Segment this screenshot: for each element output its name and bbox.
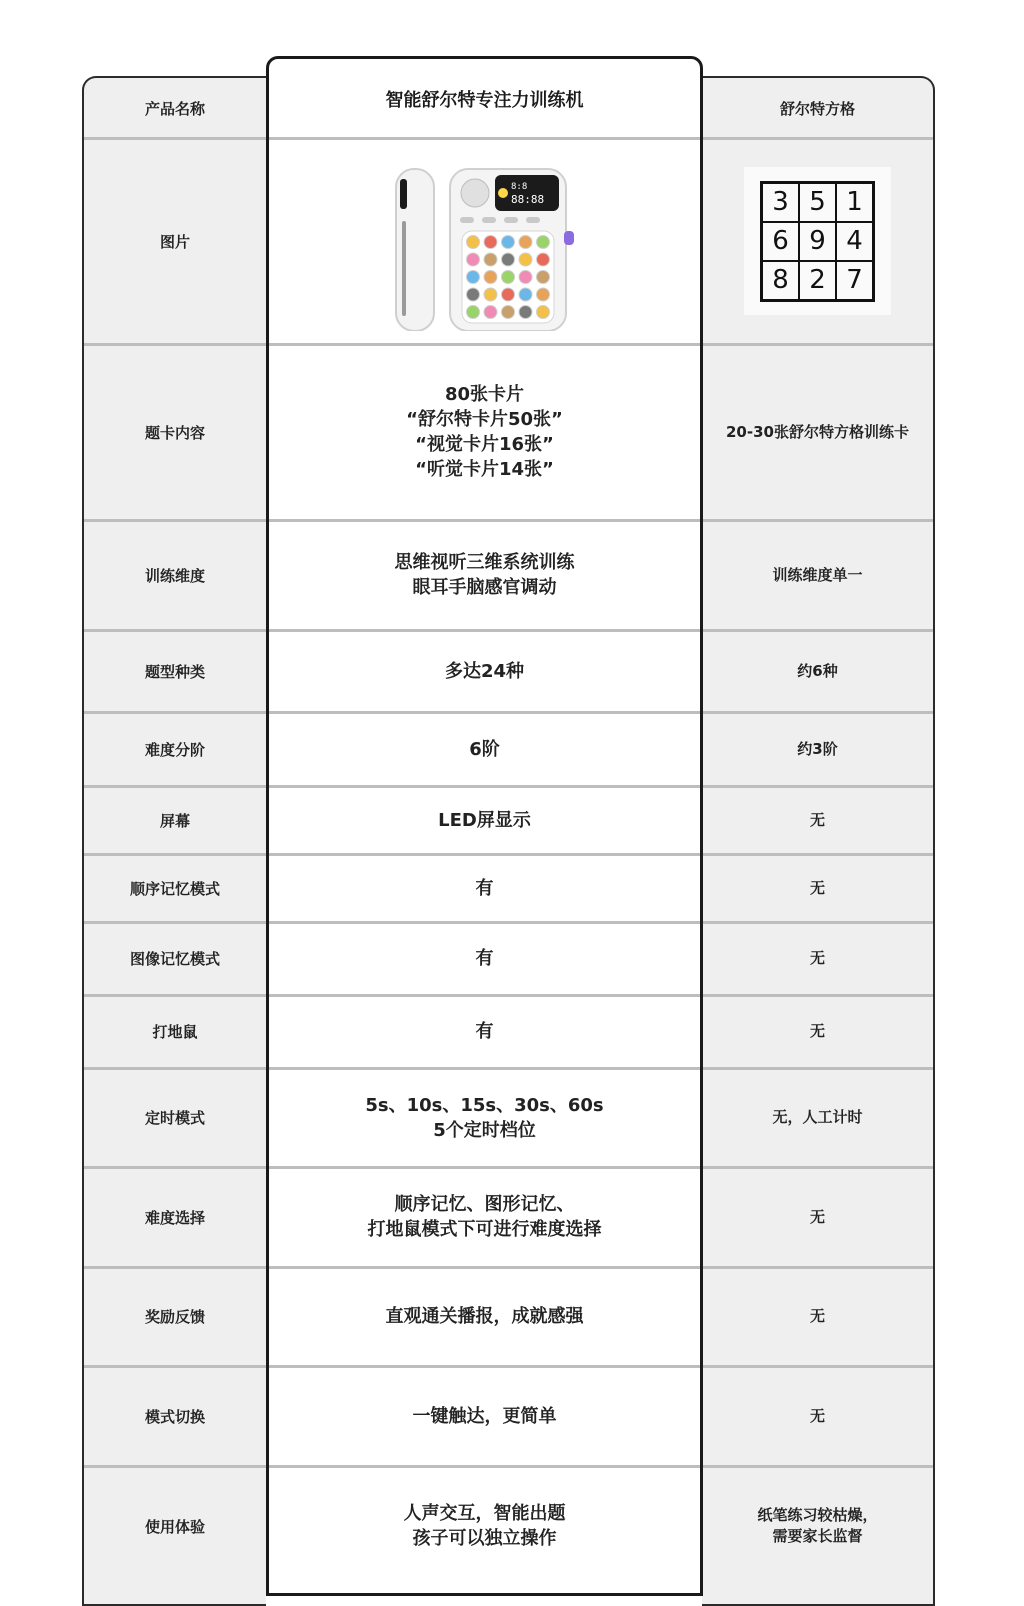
cell-line: 5个定时档位 (433, 1119, 536, 1141)
grid-number: 2 (799, 261, 836, 300)
competitor-image-cell (702, 138, 933, 344)
grid-number: 1 (836, 183, 873, 222)
row-product-cell (269, 1466, 700, 1586)
row-competitor-cell (702, 712, 933, 786)
key-button-icon (501, 271, 514, 284)
row-label-cell (84, 1068, 266, 1167)
key-button-icon (466, 306, 479, 319)
key-button-icon (466, 236, 479, 249)
key-button-icon (501, 236, 514, 249)
row-label: 屏幕 (159, 811, 190, 830)
key-button-icon (519, 253, 532, 266)
key-button-icon (466, 271, 479, 284)
row-label-cell (84, 344, 266, 520)
cell-text (476, 946, 494, 971)
cell-text (772, 565, 862, 586)
product-title: 智能舒尔特专注力训练机 (385, 89, 584, 111)
cell-text (445, 659, 524, 684)
grid-number: 4 (836, 222, 873, 261)
cell-line: 5s、10s、15s、30s、60s (365, 1094, 604, 1116)
cell-line: 20-30张舒尔特方格训练卡 (726, 422, 909, 441)
row-label-cell (84, 630, 266, 712)
grid-number: 6 (762, 222, 799, 261)
row-product-cell (269, 344, 700, 520)
row-competitor-cell (702, 1267, 933, 1366)
cell-line: 无 (809, 949, 825, 967)
key-button-icon (484, 236, 497, 249)
row-competitor-cell (702, 1167, 933, 1267)
row-label-cell (84, 922, 266, 995)
row-product-cell (269, 854, 700, 922)
key-button-icon (536, 306, 549, 319)
key-button-icon (484, 271, 497, 284)
product-column (266, 56, 703, 1596)
cell-line: 无，人工计时 (772, 1108, 863, 1126)
label-column (82, 76, 266, 1606)
cell-text (476, 876, 494, 901)
cell-text (404, 1501, 566, 1551)
cell-text (726, 422, 909, 443)
row-label: 打地鼠 (152, 1023, 198, 1041)
cell-text (810, 878, 825, 899)
row-product-cell (269, 1267, 700, 1366)
key-button-icon (519, 236, 532, 249)
cell-text (810, 1406, 825, 1427)
header-label-cell (84, 78, 266, 138)
cell-line: 纸笔练习较枯燥， (757, 1506, 878, 1524)
row-competitor-cell (702, 786, 933, 854)
cell-text (810, 1207, 825, 1228)
row-label-cell (84, 1167, 266, 1267)
cell-line: 6阶 (469, 738, 500, 760)
row-label: 难度分阶 (144, 740, 205, 759)
key-button-icon (484, 288, 497, 301)
cell-line: 有 (475, 948, 494, 969)
cell-text (365, 1093, 603, 1143)
cell-line: 无 (809, 1022, 825, 1040)
key-button-icon (484, 306, 497, 319)
key-button-icon (484, 253, 497, 266)
cell-line: 无 (809, 1207, 825, 1226)
row-product-cell (269, 520, 700, 630)
cell-line: 无 (809, 1307, 825, 1325)
cell-line: 有 (475, 1021, 494, 1042)
row-label-cell (84, 1466, 266, 1586)
image-label-cell (84, 138, 266, 344)
row-competitor-cell (702, 854, 933, 922)
cell-line: 直观通关播报，成就感强 (385, 1306, 584, 1327)
cell-line: 约3阶 (797, 739, 838, 758)
cell-line: 需要家长监督 (772, 1527, 863, 1545)
cell-text (797, 739, 837, 760)
key-button-icon (501, 288, 514, 301)
cell-text (810, 1021, 825, 1042)
row-competitor-cell (702, 630, 933, 712)
header-product-cell (269, 59, 700, 138)
row-product-cell (269, 630, 700, 712)
cell-line: “听觉卡片14张” (415, 459, 554, 480)
cell-text (438, 808, 531, 833)
row-label: 题型种类 (144, 662, 205, 681)
row-competitor-cell (702, 520, 933, 630)
cell-text (368, 1192, 602, 1242)
row-label-cell (84, 1267, 266, 1366)
competitor-column (702, 76, 935, 1606)
cell-line: 孩子可以独立操作 (412, 1528, 557, 1549)
row-competitor-cell (702, 995, 933, 1068)
key-button-icon (536, 236, 549, 249)
header-label: 产品名称 (144, 99, 205, 118)
row-label: 训练维度 (144, 566, 205, 585)
key-button-icon (536, 253, 549, 266)
product-device-icon (390, 151, 580, 331)
cell-line: 眼耳手脑感官调动 (412, 577, 557, 598)
key-button-icon (466, 253, 479, 266)
product-image-cell (269, 138, 700, 344)
schulte-grid (760, 181, 875, 302)
cell-text (810, 810, 825, 831)
row-competitor-cell (702, 1068, 933, 1167)
comparison-table (82, 56, 935, 1596)
grid-number: 7 (836, 261, 873, 300)
row-label: 图像记忆模式 (129, 950, 220, 968)
cell-text (476, 1019, 494, 1044)
cell-line: 思维视听三维系统训练 (394, 552, 575, 573)
cell-text (413, 1404, 557, 1429)
cell-line: 多达24种 (444, 660, 525, 682)
svg-text:8:8: 8:8 (510, 182, 527, 192)
cell-line: 顺序记忆、图形记忆、 (394, 1194, 575, 1215)
row-label-cell (84, 520, 266, 630)
row-label-cell (84, 786, 266, 854)
row-product-cell (269, 1068, 700, 1167)
row-label: 奖励反馈 (144, 1308, 205, 1326)
key-button-icon (466, 288, 479, 301)
key-button-icon (501, 253, 514, 266)
cell-line: 无 (809, 878, 825, 897)
image-label: 图片 (159, 232, 190, 251)
row-label: 题卡内容 (144, 423, 205, 442)
row-label: 顺序记忆模式 (129, 879, 220, 898)
row-product-cell (269, 712, 700, 786)
cell-line: 一键触达，更简单 (412, 1405, 557, 1427)
cell-text (810, 948, 825, 969)
grid-number: 8 (762, 261, 799, 300)
row-label-cell (84, 1366, 266, 1466)
cell-line: 打地鼠模式下可进行难度选择 (367, 1219, 602, 1240)
cell-text (772, 1107, 862, 1128)
row-competitor-cell (702, 1366, 933, 1466)
cell-text (469, 737, 500, 762)
cell-text (757, 1505, 877, 1547)
grid-number: 5 (799, 183, 836, 222)
svg-text:88:88: 88:88 (510, 193, 544, 206)
header-competitor-cell (702, 78, 933, 138)
row-competitor-cell (702, 1466, 933, 1586)
row-competitor-cell (702, 344, 933, 520)
competitor-title: 舒尔特方格 (779, 99, 855, 118)
cell-line: 人声交互，智能出题 (403, 1503, 566, 1524)
row-product-cell (269, 922, 700, 995)
cell-text (386, 1304, 584, 1329)
key-button-icon (501, 306, 514, 319)
schulte-grid-image (744, 167, 891, 315)
cell-line: 约6种 (797, 661, 838, 680)
cell-text (797, 661, 837, 682)
cell-line: 训练维度单一 (772, 565, 863, 584)
cell-text (810, 1306, 825, 1327)
key-button-icon (519, 288, 532, 301)
row-product-cell (269, 995, 700, 1068)
cell-line: LED屏显示 (438, 809, 531, 831)
row-label-cell (84, 712, 266, 786)
cell-line: 无 (809, 810, 825, 829)
key-button-icon (519, 306, 532, 319)
cell-line: 无 (809, 1406, 825, 1425)
grid-number: 9 (799, 222, 836, 261)
cell-line: 有 (475, 877, 494, 899)
cell-text (395, 550, 575, 600)
cell-line: 80张卡片 (444, 384, 525, 405)
row-label-cell (84, 995, 266, 1068)
row-product-cell (269, 1167, 700, 1267)
row-product-cell (269, 1366, 700, 1466)
key-button-icon (519, 271, 532, 284)
cell-text (406, 382, 563, 482)
row-label: 难度选择 (144, 1208, 205, 1227)
cell-line: “视觉卡片16张” (415, 434, 554, 455)
grid-number: 3 (762, 183, 799, 222)
cell-line: “舒尔特卡片50张” (406, 409, 563, 430)
row-label-cell (84, 854, 266, 922)
row-competitor-cell (702, 922, 933, 995)
row-product-cell (269, 786, 700, 854)
row-label: 模式切换 (144, 1407, 205, 1426)
row-label: 定时模式 (144, 1109, 205, 1127)
row-label: 使用体验 (144, 1517, 205, 1536)
key-button-icon (536, 288, 549, 301)
key-button-icon (536, 271, 549, 284)
